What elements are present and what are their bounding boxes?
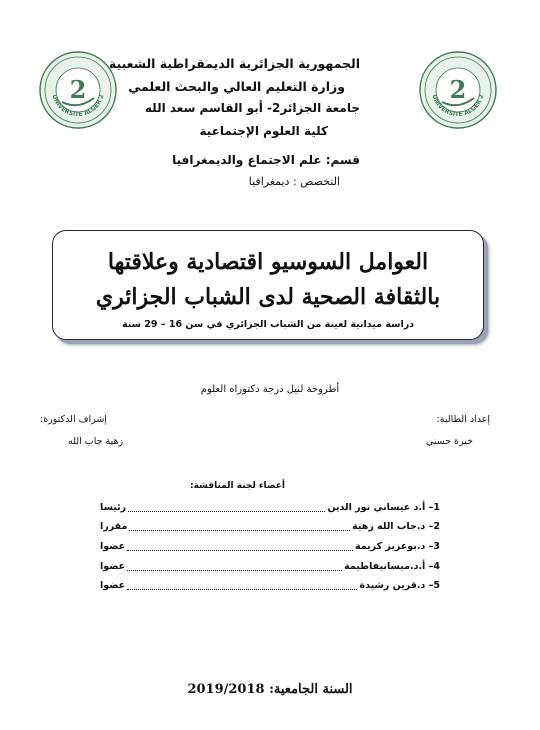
member-role: عضوا [100, 560, 126, 572]
dotted-leader [127, 542, 353, 551]
dotted-leader [127, 562, 342, 571]
member-name: أ.د عيساني نور الدين [327, 501, 426, 513]
header-line: جامعة الجزائر2- أبو القاسم سعد الله [144, 101, 360, 115]
academic-year: السنة الجامعية: 2019/2018 [187, 682, 353, 697]
committee-member [100, 500, 440, 514]
header-line: الجمهورية الجزائرية الديمقراطية الشعبية [108, 56, 360, 71]
committee-member [100, 578, 440, 592]
supervisor-name: زهية جاب الله [68, 436, 124, 447]
header-line: وزارة التعليم العالي والبحث العلمي [128, 79, 345, 94]
logo-text: UNIVERSITE ALGER 2 [50, 93, 106, 119]
member-number: 4– [428, 560, 440, 572]
header-line: كلية العلوم الإجتماعية [199, 124, 328, 138]
member-role: رئيسا [100, 501, 127, 513]
member-number: 1– [428, 501, 440, 513]
thesis-type: أطروحة لنيل درجة دكتوراه العلوم [200, 384, 340, 395]
title-line-2: بالثقافة الصحية لدى الشباب الجزائري [95, 284, 441, 310]
subtitle: دراسة ميدانية لعينة من الشباب الجزائري في سن 16 – 29 سنة [121, 319, 415, 330]
student-name: خيرة حسني [425, 436, 473, 447]
member-name: د.قرين رشيدة [359, 579, 426, 591]
svg-text:2: 2 [69, 75, 87, 104]
title-line-1: العوامل السوسيو اقتصادية وعلاقتها [107, 249, 429, 275]
member-number: 2– [428, 520, 440, 532]
member-role: مقررا [100, 520, 128, 532]
supervisor-label: إشراف الدكتورة: [40, 414, 107, 425]
member-name: د.بوعزيز كريمة [354, 540, 426, 552]
student-label: إعداد الطالبة: [436, 414, 490, 425]
dotted-leader [129, 522, 350, 531]
committee-member [100, 559, 440, 573]
member-name: أ.د.ميسانيفاطيمة [344, 560, 426, 572]
member-role: عضوا [100, 540, 126, 552]
member-name: د.جاب الله زهية [352, 520, 426, 532]
dotted-leader [128, 503, 325, 512]
member-number: 5– [428, 579, 440, 591]
member-role: عضوا [100, 579, 126, 591]
committee-member [100, 519, 440, 533]
university-logo [418, 50, 498, 130]
logo-text: UNIVERSITE ALGER 2 [430, 93, 486, 119]
university-logo [38, 50, 118, 130]
svg-text:2: 2 [449, 75, 467, 104]
title-box [52, 230, 484, 340]
dotted-leader [127, 581, 357, 590]
committee-member [100, 539, 440, 553]
member-number: 3– [428, 540, 440, 552]
specialization: التخصص : ديمغرافيا [248, 175, 340, 188]
department: قسم: علم الاجتماع والديمغرافيا [172, 153, 360, 167]
committee-title: أعضاء لجنة المناقشة: [189, 481, 285, 491]
